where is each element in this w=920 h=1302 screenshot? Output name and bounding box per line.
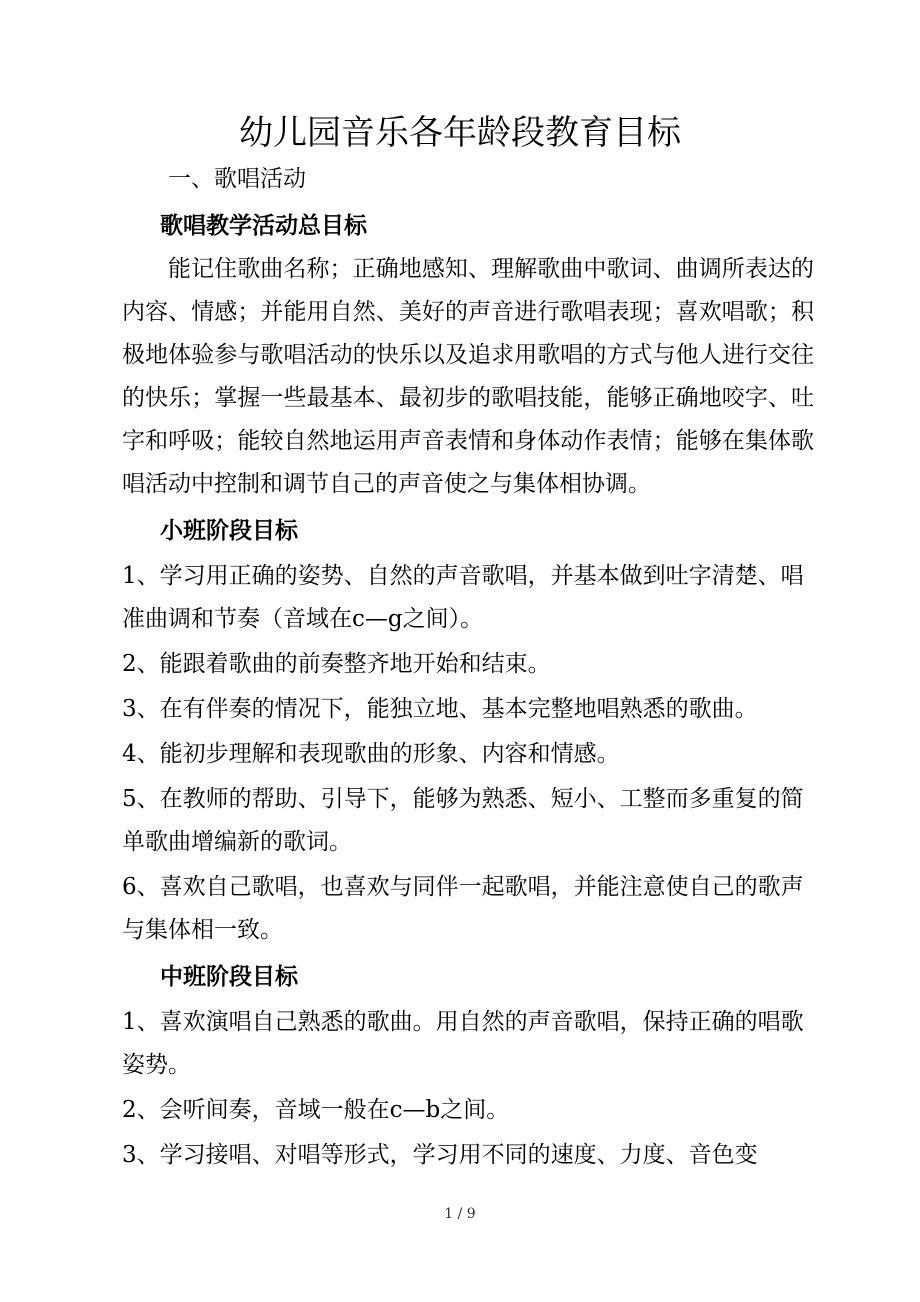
- paragraph-total-goals: 能记住歌曲名称；正确地感知、理解歌曲中歌词、曲调所表达的内容、情感；并能用自然、美好的声音进行歌唱表现；喜欢唱歌；积极地体验参与歌唱活动的快乐以及追求用歌唱的方式与他人进行交往的快乐；掌握一些最基本、最初步的歌唱技能，能够正确地咬字、吐字和呼吸；能较自然地运用声音表情和身体动作表情；能够在集体歌唱活动中控制和调节自己的声音使之与集体相协调。: [122, 256, 814, 497]
- list-item: 1、喜欢演唱自己熟悉的歌曲。用自然的声音歌唱，保持正确的唱歌姿势。: [122, 1009, 804, 1078]
- list-item: 5、在教师的帮助、引导下，能够为熟悉、短小、工整而多重复的简单歌曲增编新的歌词。: [122, 786, 804, 855]
- document-body: [122, 158, 814, 1177]
- section-heading: 一、歌唱活动: [168, 166, 306, 192]
- heading-middle-class: 中班阶段目标: [160, 964, 298, 990]
- list-item: 6、喜欢自己歌唱，也喜欢与同伴一起歌唱，并能注意使自己的歌声与集体相一致。: [122, 874, 804, 943]
- page-number: 1 / 9: [444, 1206, 476, 1222]
- list-item: 4、能初步理解和表现歌曲的形象、内容和情感。: [122, 741, 620, 767]
- list-item: 3、在有伴奏的情况下，能独立地、基本完整地唱熟悉的歌曲。: [122, 696, 758, 722]
- list-item: 1、学习用正确的姿势、自然的声音歌唱，并基本做到吐字清楚、唱准曲调和节奏（音域在c—g之间）。: [122, 563, 804, 632]
- document-title: 幼儿园音乐各年龄段教育目标: [239, 113, 681, 153]
- list-item: 2、会听间奏，音域一般在c—b之间。: [122, 1097, 510, 1123]
- list-item: 2、能跟着歌曲的前奏整齐地开始和结束。: [122, 651, 551, 677]
- heading-total-goals: 歌唱教学活动总目标: [160, 213, 367, 239]
- heading-small-class: 小班阶段目标: [160, 518, 298, 544]
- list-item: 3、学习接唱、对唱等形式，学习用不同的速度、力度、音色变: [122, 1142, 758, 1168]
